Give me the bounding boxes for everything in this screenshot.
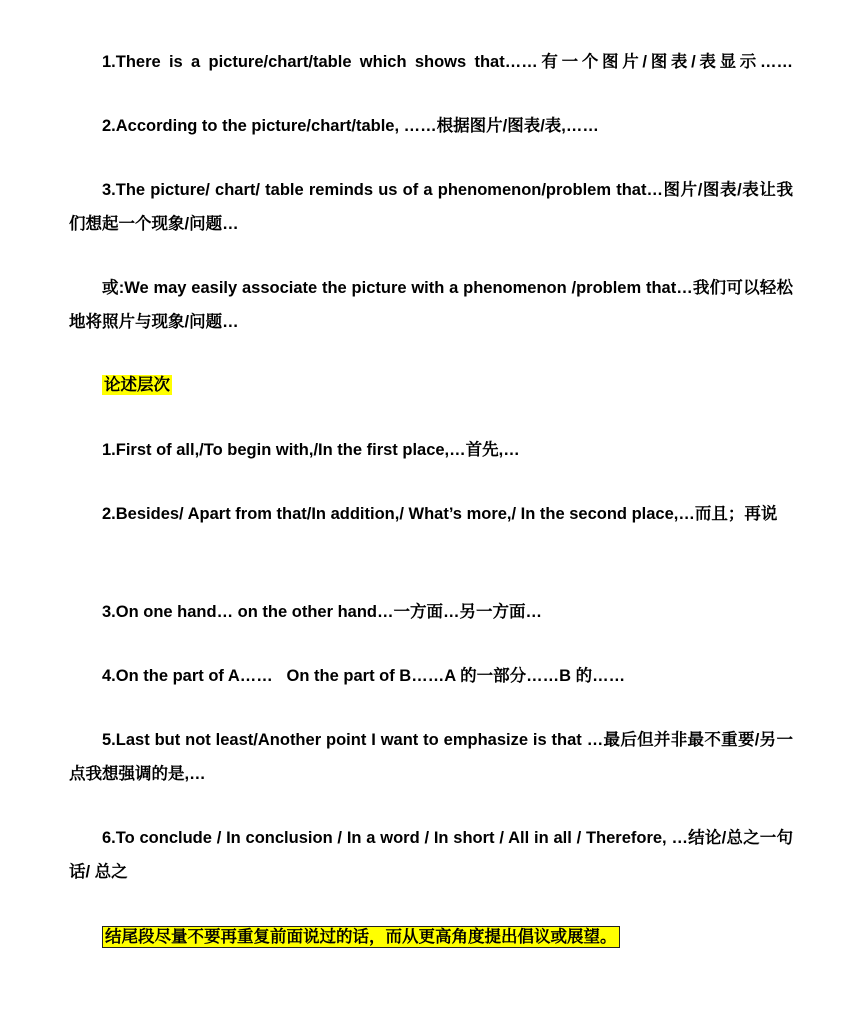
paragraph-6: 2.Besides/ Apart from that/In addition,/ What’s more,/ In the second place,…而且；再说 [102,505,778,523]
paragraph-1: 1.There is a picture/chart/table which shows that……有一个图片/图表/表显示…… [102,53,793,71]
paragraph-3: 3.The picture/ chart/ table reminds us of a phenomenon/problem that…图片/图表/表让我们想起一个现象/问题… [69,181,793,233]
section-heading-argument-levels [102,373,172,397]
paragraph-4: 或:We may easily associate the picture with a phenomenon /problem that…我们可以轻松地将照片与现象/问题… [69,279,794,331]
highlighted-heading-text: 论述层次 [104,376,170,394]
paragraph-10: 6.To conclude / In conclusion / In a word / In short / All in all / Therefore, …结论/总之一句话/ 总之 [69,829,793,881]
paragraph-5: 1.First of all,/To begin with,/In the first place,…首先,… [102,441,520,459]
paragraph-8: 4.On the part of A…… On the part of B……A 的一部分……B 的…… [102,667,626,685]
highlighted-closing-tip: 结尾段尽量不要再重复前面说过的话，而从更高角度提出倡议或展望。 [102,926,620,948]
paragraph-2: 2.According to the picture/chart/table, ……根据图片/图表/表,…… [102,117,599,135]
closing-tip-heading [102,925,620,949]
paragraph-9: 5.Last but not least/Another point I want to emphasize is that …最后但并非最不重要/另一点我想强调的是,… [69,731,793,783]
paragraph-7: 3.On one hand… on the other hand…一方面…另一方面… [102,603,542,621]
